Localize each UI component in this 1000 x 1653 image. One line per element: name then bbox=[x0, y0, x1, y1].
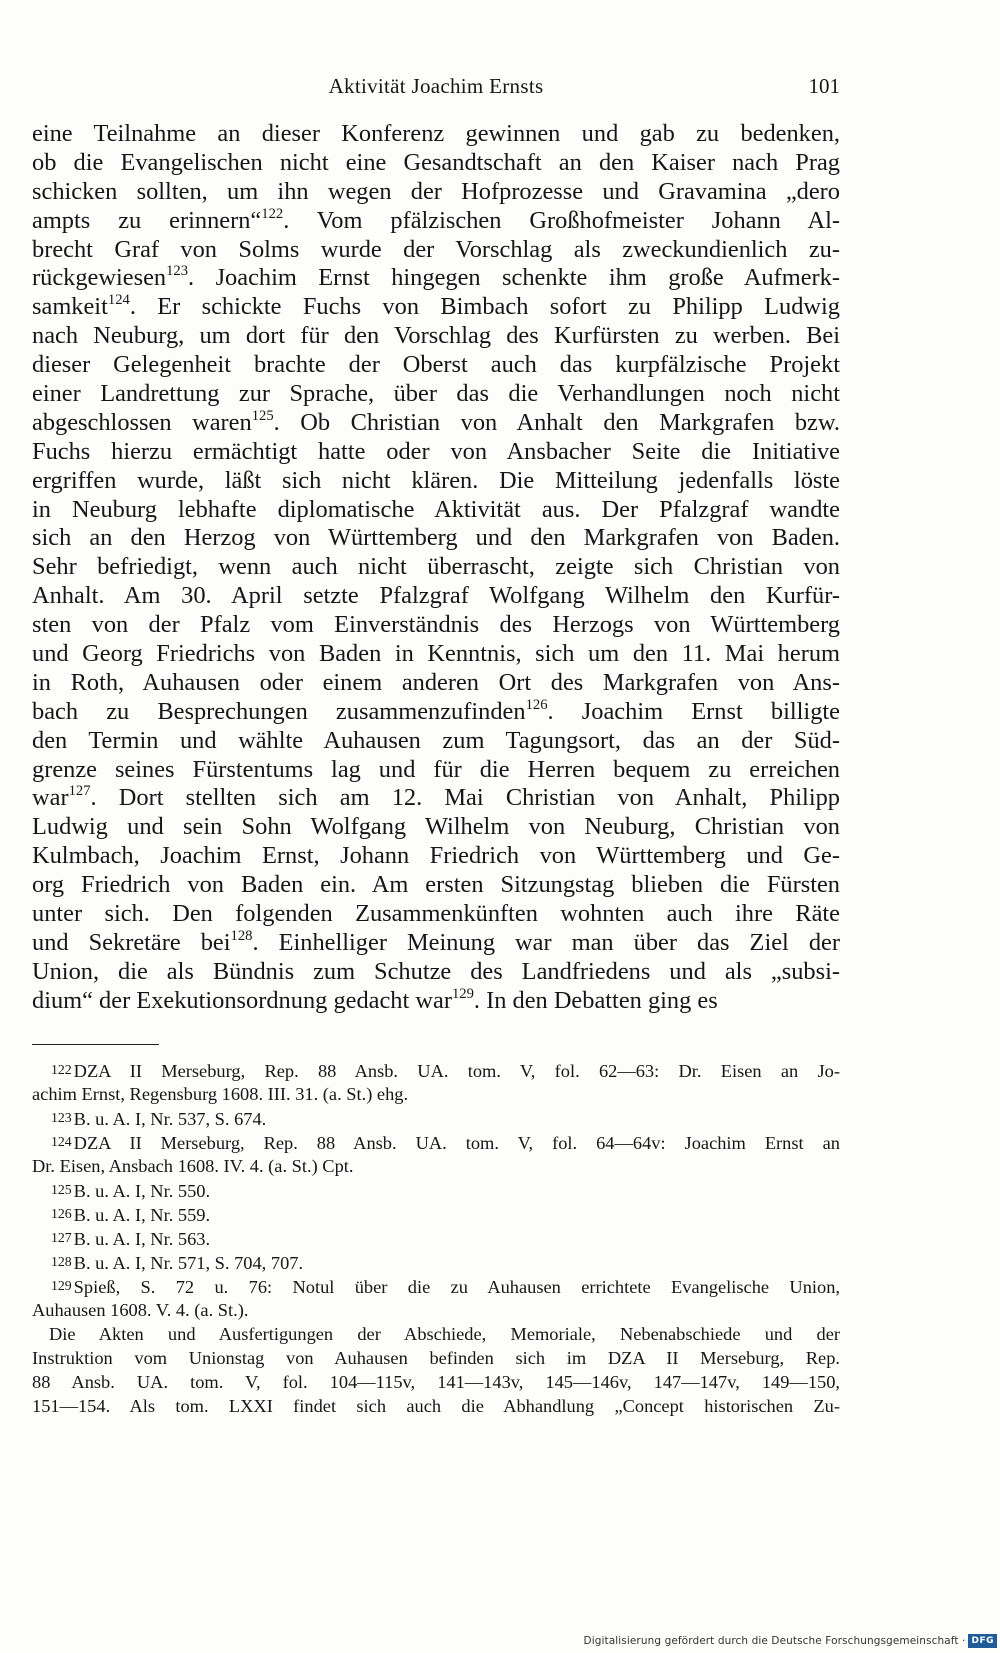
footnote-ref[interactable]: 128 bbox=[230, 928, 253, 944]
footnote-text: B. u. A. I, Nr. 537, S. 674. bbox=[73, 1108, 267, 1129]
text-line bbox=[32, 322, 840, 351]
line-text: und Georg Friedrichs von Baden in Kenntnis, sich um den 11. Mai herum bbox=[32, 640, 840, 668]
text-line bbox=[32, 611, 840, 640]
footnote-text: DZA II Merseburg, Rep. 88 Ansb. UA. tom. V, fol. 62—63: Dr. Eisen an Jo- bbox=[73, 1060, 840, 1081]
line-text: einer Landrettung zur Sprache, über das die Verhandlungen noch nicht bbox=[32, 380, 840, 408]
line-text: . Einhelliger Meinung war man über das Ziel der bbox=[252, 928, 840, 956]
line-text: dieser Gelegenheit brachte der Oberst auch das kurpfälzische Projekt bbox=[32, 351, 840, 379]
text-line bbox=[32, 438, 840, 467]
line-text: . Joachim Ernst billigte bbox=[547, 697, 840, 725]
line-text: rückgewiesen bbox=[32, 264, 167, 292]
text-line bbox=[32, 958, 840, 987]
text-line bbox=[32, 640, 840, 669]
footnote-text: Instruktion vom Unionstag von Auhausen befinden sich im DZA II Merseburg, Rep. bbox=[32, 1348, 840, 1368]
text-line bbox=[32, 524, 840, 553]
text-line bbox=[32, 900, 840, 929]
line-text: nach Neuburg, um dort für den Vorschlag des Kurfürsten zu werben. Bei bbox=[32, 322, 840, 350]
footnote-ref[interactable]: 129 bbox=[451, 986, 474, 1002]
footnote-line bbox=[32, 1250, 840, 1274]
line-text: dium“ der Exekutionsordnung gedacht war bbox=[32, 986, 452, 1014]
footnote-separator bbox=[32, 1044, 159, 1045]
main-text bbox=[32, 120, 840, 1016]
footnote-text: DZA II Merseburg, Rep. 88 Ansb. UA. tom. V, fol. 64—64v: Joachim Ernst an bbox=[73, 1132, 840, 1153]
footnote-line bbox=[32, 1154, 840, 1178]
footnote-line bbox=[32, 1322, 840, 1346]
line-text: . Er schickte Fuchs von Bimbach sofort zu Philipp Ludwig bbox=[129, 293, 840, 321]
running-head bbox=[32, 74, 840, 104]
line-text: sten von der Pfalz vom Einverständnis des Herzogs von Württemberg bbox=[32, 611, 840, 639]
footnote-line bbox=[32, 1394, 840, 1418]
footnotes bbox=[32, 1058, 840, 1418]
line-text: Fuchs hierzu ermächtigt hatte oder von Ansbacher Seite die Initiative bbox=[32, 437, 840, 465]
footnote-number: 123 bbox=[51, 1110, 72, 1125]
footnote-line bbox=[32, 1106, 840, 1130]
line-text: brecht Graf von Solms wurde der Vorschlag als zweckundienlich zu- bbox=[32, 235, 840, 263]
footnote-number: 126 bbox=[51, 1206, 72, 1221]
page-number: 101 bbox=[808, 74, 840, 98]
line-text: war bbox=[32, 784, 69, 812]
line-text: schicken sollten, um ihn wegen der Hofprozesse und Gravamina „dero bbox=[32, 177, 840, 205]
footnote-text: 88 Ansb. UA. tom. V, fol. 104—115v, 141—143v, 145—146v, 147—147v, 149—150, bbox=[32, 1372, 840, 1392]
text-line bbox=[32, 496, 840, 525]
line-text: in Neuburg lebhafte diplomatische Aktivität aus. Der Pfalzgraf wandte bbox=[32, 495, 840, 523]
line-text: samkeit bbox=[32, 293, 108, 321]
footnote-text: B. u. A. I, Nr. 563. bbox=[73, 1228, 211, 1249]
text-line bbox=[32, 149, 840, 178]
text-line bbox=[32, 293, 840, 322]
text-line bbox=[32, 871, 840, 900]
footnote-line bbox=[32, 1178, 840, 1202]
footnote-number: 124 bbox=[51, 1134, 72, 1149]
footnote-line bbox=[32, 1130, 840, 1154]
text-line bbox=[32, 784, 840, 813]
line-text: in Roth, Auhausen oder einem anderen Ort des Markgrafen von Ans- bbox=[32, 668, 840, 696]
running-title: Aktivität Joachim Ernsts bbox=[328, 74, 544, 98]
line-text: den Termin und wählte Auhausen zum Tagungsort, das an der Süd- bbox=[32, 726, 840, 754]
footnote-text: Spieß, S. 72 u. 76: Notul über die zu Auhausen errichtete Evangelische Union, bbox=[73, 1276, 840, 1297]
footnote-line bbox=[32, 1058, 840, 1082]
line-text: org Friedrich von Baden ein. Am ersten Sitzungstag blieben die Fürsten bbox=[32, 871, 840, 899]
footnote-ref[interactable]: 127 bbox=[68, 784, 91, 800]
line-text: ampts zu erinnern“ bbox=[32, 206, 262, 234]
footnote-text: Dr. Eisen, Ansbach 1608. IV. 4. (a. St.) Cpt. bbox=[32, 1156, 354, 1176]
digitization-footer bbox=[584, 1633, 997, 1649]
line-text: und Sekretäre bei bbox=[32, 928, 231, 956]
text-line bbox=[32, 582, 840, 611]
text-line bbox=[32, 351, 840, 380]
line-text: Anhalt. Am 30. April setzte Pfalzgraf Wolfgang Wilhelm den Kurfür- bbox=[32, 582, 840, 610]
text-line bbox=[32, 264, 840, 293]
line-text: . Ob Christian von Anhalt den Markgrafen bzw. bbox=[273, 408, 840, 436]
text-line bbox=[32, 120, 840, 149]
footnote-number: 127 bbox=[51, 1230, 72, 1245]
line-text: . In den Debatten ging es bbox=[473, 986, 718, 1014]
footnote-number: 129 bbox=[51, 1278, 72, 1293]
footnote-line bbox=[32, 1370, 840, 1394]
line-text: Kulmbach, Joachim Ernst, Johann Friedrich von Württemberg und Ge- bbox=[32, 842, 840, 870]
footnote-line bbox=[32, 1202, 840, 1226]
line-text: . Dort stellten sich am 12. Mai Christian von Anhalt, Philipp bbox=[90, 784, 840, 812]
text-line bbox=[32, 380, 840, 409]
footnote-line bbox=[32, 1226, 840, 1250]
line-text: unter sich. Den folgenden Zusammenkünften wohnten auch ihre Räte bbox=[32, 900, 840, 928]
footnote-number: 128 bbox=[51, 1254, 72, 1269]
footnote-ref[interactable]: 125 bbox=[251, 408, 274, 424]
text-line bbox=[32, 987, 840, 1016]
footnote-ref[interactable]: 122 bbox=[261, 206, 284, 222]
footnote-line bbox=[32, 1346, 840, 1370]
footnote-line bbox=[32, 1082, 840, 1106]
footnote-ref[interactable]: 126 bbox=[525, 697, 548, 713]
footnote-text: B. u. A. I, Nr. 559. bbox=[73, 1204, 211, 1225]
text-line bbox=[32, 553, 840, 582]
footnote-text: Die Akten und Ausfertigungen der Abschiede, Memoriale, Nebenabschiede und der bbox=[49, 1324, 840, 1344]
text-line bbox=[32, 236, 840, 265]
footnote-text: B. u. A. I, Nr. 571, S. 704, 707. bbox=[73, 1252, 304, 1273]
footnote-text: B. u. A. I, Nr. 550. bbox=[73, 1180, 211, 1201]
line-text: Union, die als Bündnis zum Schutze des Landfriedens und als „subsi- bbox=[32, 957, 840, 985]
line-text: eine Teilnahme an dieser Konferenz gewinnen und gab zu bedenken, bbox=[32, 120, 840, 147]
text-line bbox=[32, 929, 840, 958]
footnote-number: 122 bbox=[51, 1062, 72, 1077]
footnote-line bbox=[32, 1274, 840, 1298]
text-line bbox=[32, 467, 840, 496]
line-text: Ludwig und sein Sohn Wolfgang Wilhelm von Neuburg, Christian von bbox=[32, 813, 840, 841]
text-line bbox=[32, 698, 840, 727]
line-text: ob die Evangelischen nicht eine Gesandtschaft an den Kaiser nach Prag bbox=[32, 148, 840, 176]
line-text: Sehr befriedigt, wenn auch nicht überrascht, zeigte sich Christian von bbox=[32, 553, 840, 581]
text-line bbox=[32, 669, 840, 698]
footnote-text: 151—154. Als tom. LXXI findet sich auch die Abhandlung „Concept historischen Zu- bbox=[32, 1396, 840, 1416]
line-text: bach zu Besprechungen zusammenzufinden bbox=[32, 697, 526, 725]
footnote-number: 125 bbox=[51, 1182, 72, 1197]
text-line bbox=[32, 409, 840, 438]
text-line bbox=[32, 178, 840, 207]
footnote-ref[interactable]: 123 bbox=[166, 264, 189, 280]
line-text: . Joachim Ernst hingegen schenkte ihm große Aufmerk- bbox=[188, 264, 840, 292]
text-line bbox=[32, 207, 840, 236]
line-text: ergriffen wurde, läßt sich nicht klären. Die Mitteilung jedenfalls löste bbox=[32, 466, 840, 494]
footnote-text: Auhausen 1608. V. 4. (a. St.). bbox=[32, 1300, 249, 1320]
funding-credit: Digitalisierung gefördert durch die Deutsche Forschungsgemeinschaft · bbox=[583, 1635, 966, 1647]
dfg-logo: DFG bbox=[968, 1634, 997, 1648]
footnote-text: achim Ernst, Regensburg 1608. III. 31. (a. St.) ehg. bbox=[32, 1084, 409, 1104]
text-line bbox=[32, 842, 840, 871]
line-text: . Vom pfälzischen Großhofmeister Johann Al- bbox=[283, 206, 840, 234]
footnote-ref[interactable]: 124 bbox=[107, 293, 130, 309]
line-text: sich an den Herzog von Württemberg und den Markgrafen von Baden. bbox=[32, 524, 840, 552]
line-text: abgeschlossen waren bbox=[32, 408, 252, 436]
text-line bbox=[32, 727, 840, 756]
text-line bbox=[32, 813, 840, 842]
line-text: grenze seines Fürstentums lag und für die Herren bequem zu erreichen bbox=[32, 755, 840, 783]
text-line bbox=[32, 756, 840, 785]
footnote-line bbox=[32, 1298, 840, 1322]
